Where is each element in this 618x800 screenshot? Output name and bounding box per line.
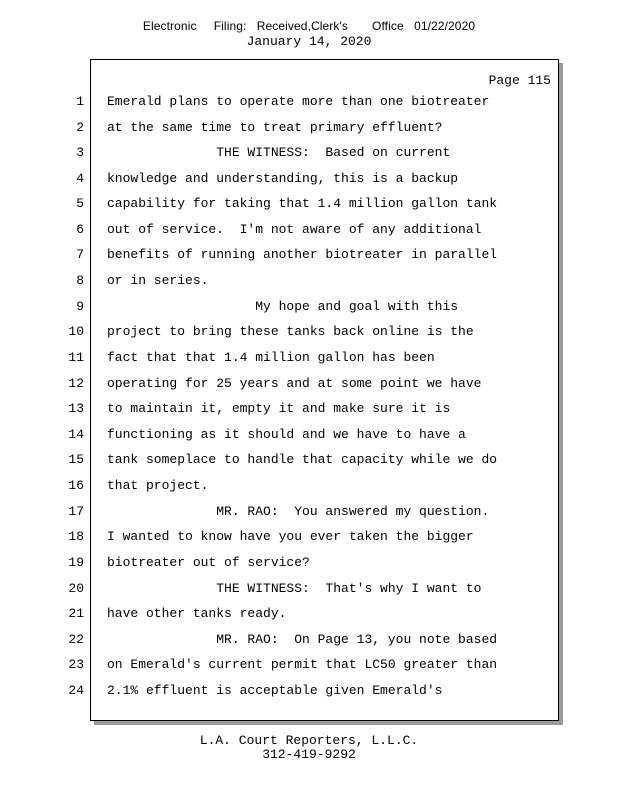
line-number: 6 bbox=[76, 222, 84, 237]
line-number: 14 bbox=[68, 427, 84, 442]
reporter-company: L.A. Court Reporters, L.L.C. bbox=[199, 733, 419, 748]
page-number: Page 115 bbox=[488, 73, 551, 88]
line-text: have other tanks ready. bbox=[107, 606, 287, 621]
transcript-line bbox=[0, 425, 618, 445]
line-number: 15 bbox=[68, 452, 84, 467]
line-text: THE WITNESS: Based on current bbox=[107, 145, 451, 160]
line-text: I wanted to know have you ever taken the bigger bbox=[107, 529, 474, 544]
line-number: 21 bbox=[68, 606, 84, 621]
line-number: 12 bbox=[68, 376, 84, 391]
line-text: knowledge and understanding, this is a backup bbox=[107, 171, 459, 186]
transcript-line bbox=[0, 92, 618, 112]
line-text: that project. bbox=[107, 478, 209, 493]
line-number: 13 bbox=[68, 401, 84, 416]
transcript-line bbox=[0, 297, 618, 317]
transcript-line bbox=[0, 553, 618, 573]
line-text: 2.1% effluent is acceptable given Emerald's bbox=[107, 683, 443, 698]
line-number: 17 bbox=[68, 504, 84, 519]
line-text: or in series. bbox=[107, 273, 209, 288]
reporter-phone: 312-419-9292 bbox=[262, 747, 356, 762]
line-number: 23 bbox=[68, 657, 84, 672]
line-text: Emerald plans to operate more than one biotreater bbox=[107, 94, 490, 109]
line-text: functioning as it should and we have to have a bbox=[107, 427, 466, 442]
line-text: MR. RAO: On Page 13, you note based bbox=[107, 632, 498, 647]
transcript-line bbox=[0, 502, 618, 522]
transcript-line bbox=[0, 322, 618, 342]
line-number: 9 bbox=[76, 299, 84, 314]
line-text: at the same time to treat primary effluent? bbox=[107, 120, 443, 135]
line-number: 16 bbox=[68, 478, 84, 493]
electronic-filing-stamp: Electronic Filing: Received,Clerk's Office 01/22/2020 bbox=[142, 19, 476, 33]
transcript-line bbox=[0, 220, 618, 240]
line-text: MR. RAO: You answered my question. bbox=[107, 504, 490, 519]
line-number: 7 bbox=[76, 247, 84, 262]
transcript-line bbox=[0, 604, 618, 624]
line-text: benefits of running another biotreater in parallel bbox=[107, 247, 498, 262]
transcript-line bbox=[0, 681, 618, 701]
line-text: on Emerald's current permit that LC50 greater than bbox=[107, 657, 498, 672]
line-number: 3 bbox=[76, 145, 84, 160]
line-text: My hope and goal with this bbox=[107, 299, 459, 314]
transcript-line bbox=[0, 245, 618, 265]
reporter-footer bbox=[0, 734, 618, 762]
line-number: 8 bbox=[76, 273, 84, 288]
line-text: THE WITNESS: That's why I want to bbox=[107, 581, 482, 596]
transcript-line bbox=[0, 476, 618, 496]
line-number: 19 bbox=[68, 555, 84, 570]
transcript-line bbox=[0, 579, 618, 599]
transcript-line bbox=[0, 194, 618, 214]
transcript-line bbox=[0, 169, 618, 189]
transcript-line bbox=[0, 399, 618, 419]
line-number: 2 bbox=[76, 120, 84, 135]
line-text: to maintain it, empty it and make sure it is bbox=[107, 401, 451, 416]
line-number: 11 bbox=[68, 350, 84, 365]
line-number: 20 bbox=[68, 581, 84, 596]
transcript-line bbox=[0, 348, 618, 368]
transcript-line bbox=[0, 143, 618, 163]
line-text: biotreater out of service? bbox=[107, 555, 310, 570]
transcript-line bbox=[0, 450, 618, 470]
line-text: tank someplace to handle that capacity while we do bbox=[107, 452, 498, 467]
line-number: 24 bbox=[68, 683, 84, 698]
transcript-line bbox=[0, 655, 618, 675]
transcript-date: January 14, 2020 bbox=[246, 34, 372, 49]
line-text: capability for taking that 1.4 million gallon tank bbox=[107, 196, 498, 211]
line-number: 1 bbox=[76, 94, 84, 109]
transcript-line bbox=[0, 527, 618, 547]
line-text: out of service. I'm not aware of any additional bbox=[107, 222, 482, 237]
transcript-line bbox=[0, 630, 618, 650]
transcript-line bbox=[0, 118, 618, 138]
line-text: project to bring these tanks back online is the bbox=[107, 324, 474, 339]
line-text: operating for 25 years and at some point we have bbox=[107, 376, 482, 391]
line-text: fact that that 1.4 million gallon has been bbox=[107, 350, 435, 365]
transcript-line bbox=[0, 374, 618, 394]
line-number: 18 bbox=[68, 529, 84, 544]
line-number: 5 bbox=[76, 196, 84, 211]
line-number: 22 bbox=[68, 632, 84, 647]
line-number: 10 bbox=[68, 324, 84, 339]
transcript-line bbox=[0, 271, 618, 291]
line-number: 4 bbox=[76, 171, 84, 186]
